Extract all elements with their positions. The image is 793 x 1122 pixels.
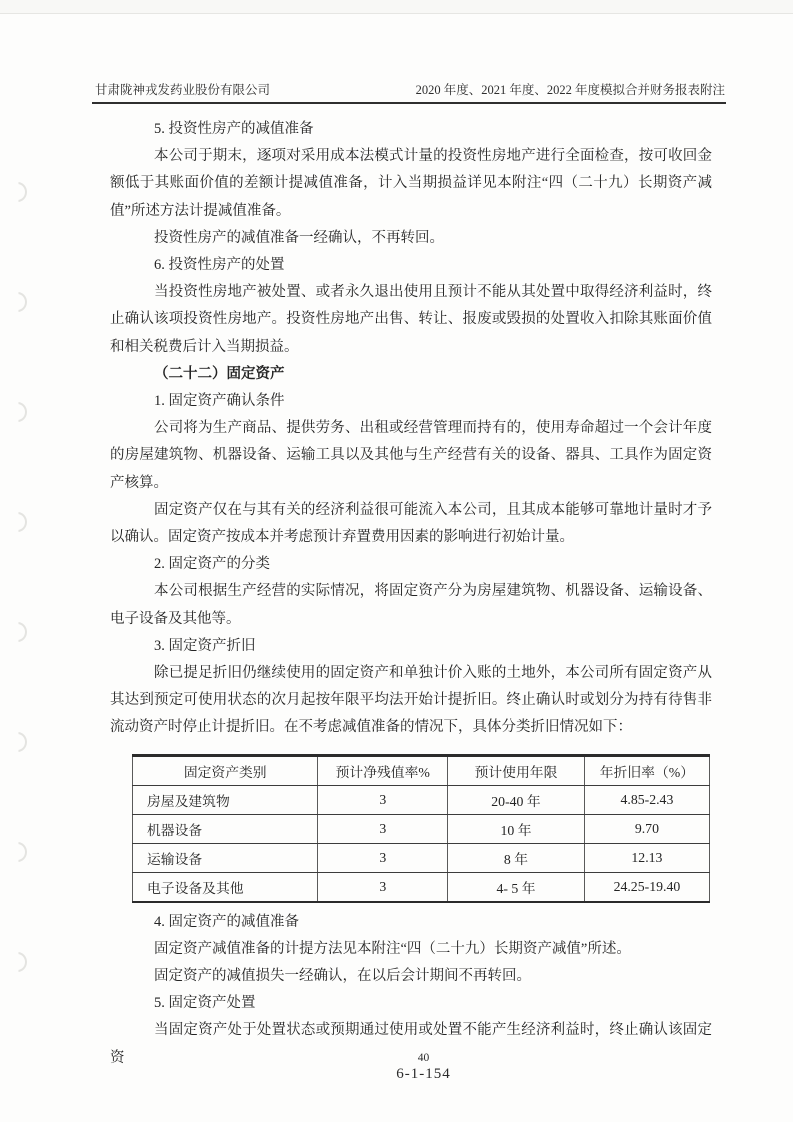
company-name: 甘肃陇神戎发药业股份有限公司: [95, 83, 271, 97]
para-fixed-assets-impairment-no-reversal: 固定资产的减值损失一经确认，在以后会计期间不再转回。: [154, 968, 531, 985]
binding-mark: [8, 292, 27, 312]
cell-useful-life: 8 年: [448, 843, 585, 872]
cell-category: 机器设备: [133, 814, 318, 843]
document-number: 6-1-154: [396, 1066, 451, 1082]
cell-depreciation-rate: 9.70: [584, 814, 709, 843]
binding-mark: [8, 952, 27, 972]
para-fixed-assets-classification: 本公司根据生产经营的实际情况，将固定资产分为房屋建筑物、机器设备、运输设备、电子设备及其他等。: [110, 583, 712, 627]
table-row: [133, 872, 710, 902]
para-fixed-assets-recognition-2: 固定资产仅在与其有关的经济利益很可能流入本公司，且其成本能够可靠地计量时才予以确认。固定资产按成本并考虑预计弃置费用因素的影响进行初始计量。: [110, 501, 712, 546]
cell-useful-life: 10 年: [448, 814, 585, 843]
heading-fixed-assets-disposal: 5. 固定资产处置: [154, 995, 256, 1012]
heading-fixed-assets-classification: 2. 固定资产的分类: [154, 556, 270, 573]
binding-mark: [8, 512, 27, 532]
cell-category: 电子设备及其他: [147, 880, 244, 896]
cell-depreciation-rate: 24.25-19.40: [584, 872, 709, 902]
heading-fixed-assets-section: （二十二）固定资产: [154, 365, 285, 382]
heading-fixed-assets-recognition: 1. 固定资产确认条件: [154, 393, 285, 410]
cell-residual-rate: 3: [318, 814, 448, 843]
binding-mark: [8, 182, 27, 202]
heading-fixed-assets-impairment: 4. 固定资产的减值准备: [154, 913, 299, 930]
cell-useful-life: 4- 5 年: [448, 872, 585, 902]
heading-investment-property-impairment: 5. 投资性房产的减值准备: [154, 121, 314, 137]
binding-mark: [8, 732, 27, 752]
table-header-residual-rate: 预计净残值率%: [318, 755, 448, 785]
scan-top-edge: [0, 0, 793, 14]
binding-mark: [8, 842, 27, 862]
para-fixed-assets-disposal: 当固定资产处于处置状态或预期通过使用或处置不能产生经济利益时，终止确认该固定资: [110, 1022, 712, 1066]
binding-mark: [8, 622, 27, 642]
para-fixed-assets-impairment-method: 固定资产减值准备的计提方法见本附注“四（二十九）长期资产减值”所述。: [154, 940, 631, 957]
cell-residual-rate: 3: [318, 785, 448, 814]
depreciation-table: [132, 754, 710, 903]
report-title: 2020 年度、2021 年度、2022 年度模拟合并财务报表附注: [415, 83, 725, 97]
cell-depreciation-rate: 4.85-2.43: [584, 785, 709, 814]
para-fixed-assets-depreciation: 除已提足折旧仍继续使用的固定资产和单独计价入账的土地外，本公司所有固定资产从其达到预定可使用状态的次月起按年限平均法开始计提折旧。终止确认时或划分为持有待售非流动资产时停止计提折旧。在不考虑减值准备的情况下，具体分类折旧情况如下：: [110, 665, 712, 736]
table-row: [133, 785, 710, 814]
cell-depreciation-rate: 12.13: [584, 843, 709, 872]
table-header-useful-life: 预计使用年限: [448, 755, 585, 785]
header-rule: [92, 102, 726, 104]
page-header: [95, 80, 725, 98]
cell-category: 运输设备: [133, 843, 318, 872]
table-header-category: 固定资产类别: [133, 755, 318, 785]
cell-residual-rate: 3: [318, 872, 448, 902]
table-header-row: [133, 755, 710, 785]
heading-fixed-assets-depreciation: 3. 固定资产折旧: [154, 637, 256, 654]
cell-useful-life: 20-40 年: [448, 785, 585, 814]
para-fixed-assets-recognition-1: 公司将为生产商品、提供劳务、出租或经营管理而持有的，使用寿命超过一个会计年度的房屋建筑物、机器设备、运输工具以及其他与生产经营有关的设备、器具、工具作为固定资产核算。: [110, 420, 712, 491]
para-investment-property-impairment: 本公司于期末，逐项对采用成本法模式计量的投资性房地产进行全面检查，按可收回金额低于其账面价值的差额计提减值准备，计入当期损益详见本附注“四（二十九）长期资产减值”所述方法计提减值准备。: [110, 148, 712, 219]
heading-investment-property-disposal: 6. 投资性房产的处置: [154, 257, 285, 274]
para-impairment-no-reversal: 投资性房产的减值准备一经确认，不再转回。: [154, 229, 444, 246]
cell-residual-rate: 3: [318, 843, 448, 872]
document-body: [110, 116, 712, 1072]
page-number: 40: [417, 1052, 430, 1064]
para-investment-property-disposal: 当投资性房地产被处置、或者永久退出使用且预计不能从其处置中取得经济利益时，终止确认该项投资性房地产。投资性房地产出售、转让、报废或毁损的处置收入扣除其账面价值和相关税费后计入当期损益。: [110, 284, 712, 355]
table-header-depreciation-rate: 年折旧率（%）: [584, 755, 709, 785]
table-row: [133, 843, 710, 872]
table-row: [133, 814, 710, 843]
cell-category: 房屋及建筑物: [133, 785, 318, 814]
binding-mark: [8, 402, 27, 422]
page-footer: [0, 1052, 793, 1084]
